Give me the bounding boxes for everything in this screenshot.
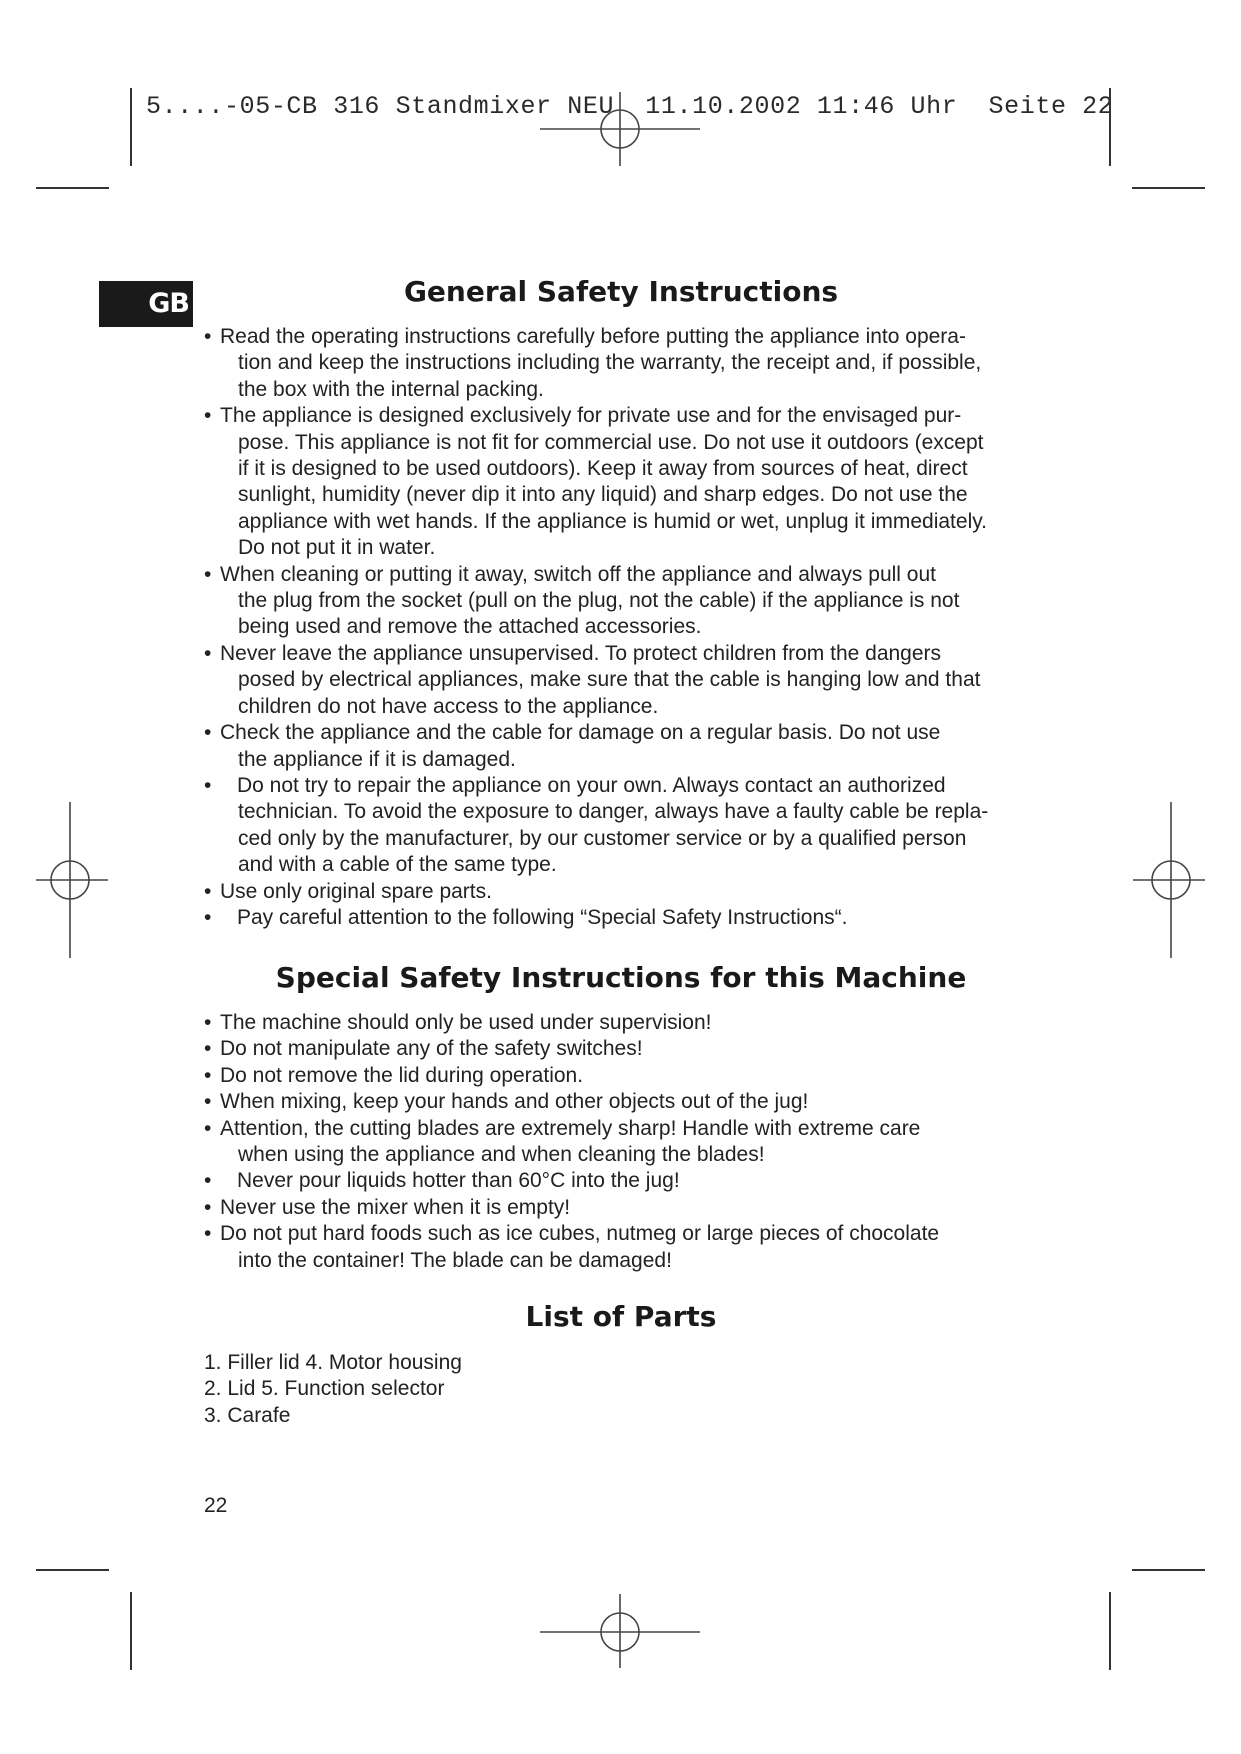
item-text: Do not manipulate any of the safety switches! <box>220 1037 643 1061</box>
bullet: • <box>204 641 212 665</box>
registration-mark-bottom <box>540 1594 700 1668</box>
page-number: 22 <box>204 1494 228 1517</box>
registration-mark-left <box>36 802 108 958</box>
special-item-6 <box>204 1168 1064 1194</box>
bullet: • <box>204 905 212 929</box>
general-item-4: • Never leave the appliance unsupervised. To protect children from the dangers posed by electrical appliances, make sure that the cable is hanging low and that children do not have access to the appliance. <box>204 641 981 718</box>
general-item-1: • Read the operating instructions carefully before putting the appliance into opera- tion and keep the instructions including the warranty, the receipt and, if possible, the box with the internal packing. <box>204 325 982 401</box>
general-item-5: • Check the appliance and the cable for damage on a regular basis. Do not use the appliance if it is damaged. <box>204 721 941 771</box>
bullet: • <box>204 562 212 586</box>
parts-line: 3. Carafe <box>204 1403 291 1427</box>
item-text: Never pour liquids hotter than 60°C into the jug! <box>237 1169 680 1193</box>
item-text: Do not remove the lid during operation. <box>220 1063 584 1087</box>
item-text: Read the operating instructions carefully before putting the appliance into opera- <box>220 325 966 348</box>
bullet: • <box>204 721 212 745</box>
item-text: When cleaning or putting it away, switch off the appliance and always pull out <box>220 562 936 586</box>
general-item-8 <box>204 905 1064 931</box>
bullet: • <box>204 1037 212 1061</box>
item-text: Check the appliance and the cable for damage on a regular basis. Do not use <box>220 721 941 745</box>
item-text: Never leave the appliance unsupervised. To protect children from the dangers <box>220 641 942 665</box>
bullet: • <box>204 1116 212 1140</box>
special-item-1 <box>204 1010 1064 1036</box>
list-of-parts-heading: List of Parts <box>525 1300 717 1333</box>
item-text: Never use the mixer when it is empty! <box>220 1195 571 1219</box>
bullet: • <box>204 1169 212 1193</box>
bullet: • <box>204 1195 212 1219</box>
special-safety-heading: Special Safety Instructions for this Machine <box>275 961 967 994</box>
language-tab: GB <box>99 281 193 327</box>
special-item-4 <box>204 1089 1064 1115</box>
print-slug: 5....-05-CB 316 Standmixer NEU 11.10.2002 11:46 Uhr Seite 22 <box>146 92 1114 121</box>
parts-list <box>204 1350 462 1429</box>
general-item-7 <box>204 879 1064 905</box>
parts-line: 1. Filler lid 4. Motor housing <box>204 1351 462 1374</box>
item-text: Do not try to repair the appliance on your own. Always contact an authorized <box>237 773 946 797</box>
special-item-8: • Do not put hard foods such as ice cubes, nutmeg or large pieces of chocolate into the container! The blade can be damaged! <box>204 1222 940 1272</box>
bullet: • <box>204 325 212 348</box>
bullet: • <box>204 404 212 428</box>
special-item-2 <box>204 1036 1064 1062</box>
item-text: The appliance is designed exclusively for private use and for the envisaged pur- <box>220 404 962 428</box>
special-item-5: • Attention, the cutting blades are extremely sharp! Handle with extreme care when using the appliance and when cleaning the blades! <box>204 1116 921 1167</box>
general-safety-list <box>204 324 1064 931</box>
item-text: Use only original spare parts. <box>220 879 492 903</box>
general-item-3: • When cleaning or putting it away, switch off the appliance and always pull out the plug from the socket (pull on the plug, not the cable) if the appliance is not being used and remove the attached accessories. <box>204 562 960 639</box>
registration-mark-top <box>540 92 700 166</box>
item-text: Pay careful attention to the following “Special Safety Instructions“. <box>237 905 848 929</box>
bullet: • <box>204 879 212 903</box>
bullet: • <box>204 1222 212 1246</box>
parts-line: 2. Lid 5. Function selector <box>204 1377 445 1401</box>
special-item-3 <box>204 1063 1064 1089</box>
item-text: When mixing, keep your hands and other objects out of the jug! <box>220 1090 809 1114</box>
general-item-6: • Do not try to repair the appliance on your own. Always contact an authorized technician. To avoid the exposure to danger, always have a faulty cable be repla- ced only by the manufacturer, by our customer service or by a qualified person and with a cable of the same type. <box>204 773 989 877</box>
item-text: Do not put hard foods such as ice cubes, nutmeg or large pieces of chocolate <box>220 1222 940 1246</box>
item-text: Attention, the cutting blades are extremely sharp! Handle with extreme care <box>220 1116 921 1140</box>
item-text: The machine should only be used under supervision! <box>220 1011 712 1034</box>
registration-mark-right <box>1133 802 1205 958</box>
general-safety-heading: General Safety Instructions <box>403 275 839 308</box>
general-item-2: • The appliance is designed exclusively for private use and for the envisaged pur- pose. This appliance is not fit for commercial use. Do not use it outdoors (except if it is designed to be used outdoors). Keep it away from sources of heat, direct sunlight, humidity (never dip it into any liquid) and sharp edges. Do not use the appliance with wet hands. If the appliance is humid or wet, unplug it immediately. Do not put it in water. <box>204 404 988 560</box>
bullet: • <box>204 1090 212 1114</box>
special-safety-list <box>204 1010 1064 1274</box>
bullet: • <box>204 1063 212 1087</box>
bullet: • <box>204 773 212 797</box>
special-item-7 <box>204 1195 1064 1221</box>
bullet: • <box>204 1011 212 1034</box>
